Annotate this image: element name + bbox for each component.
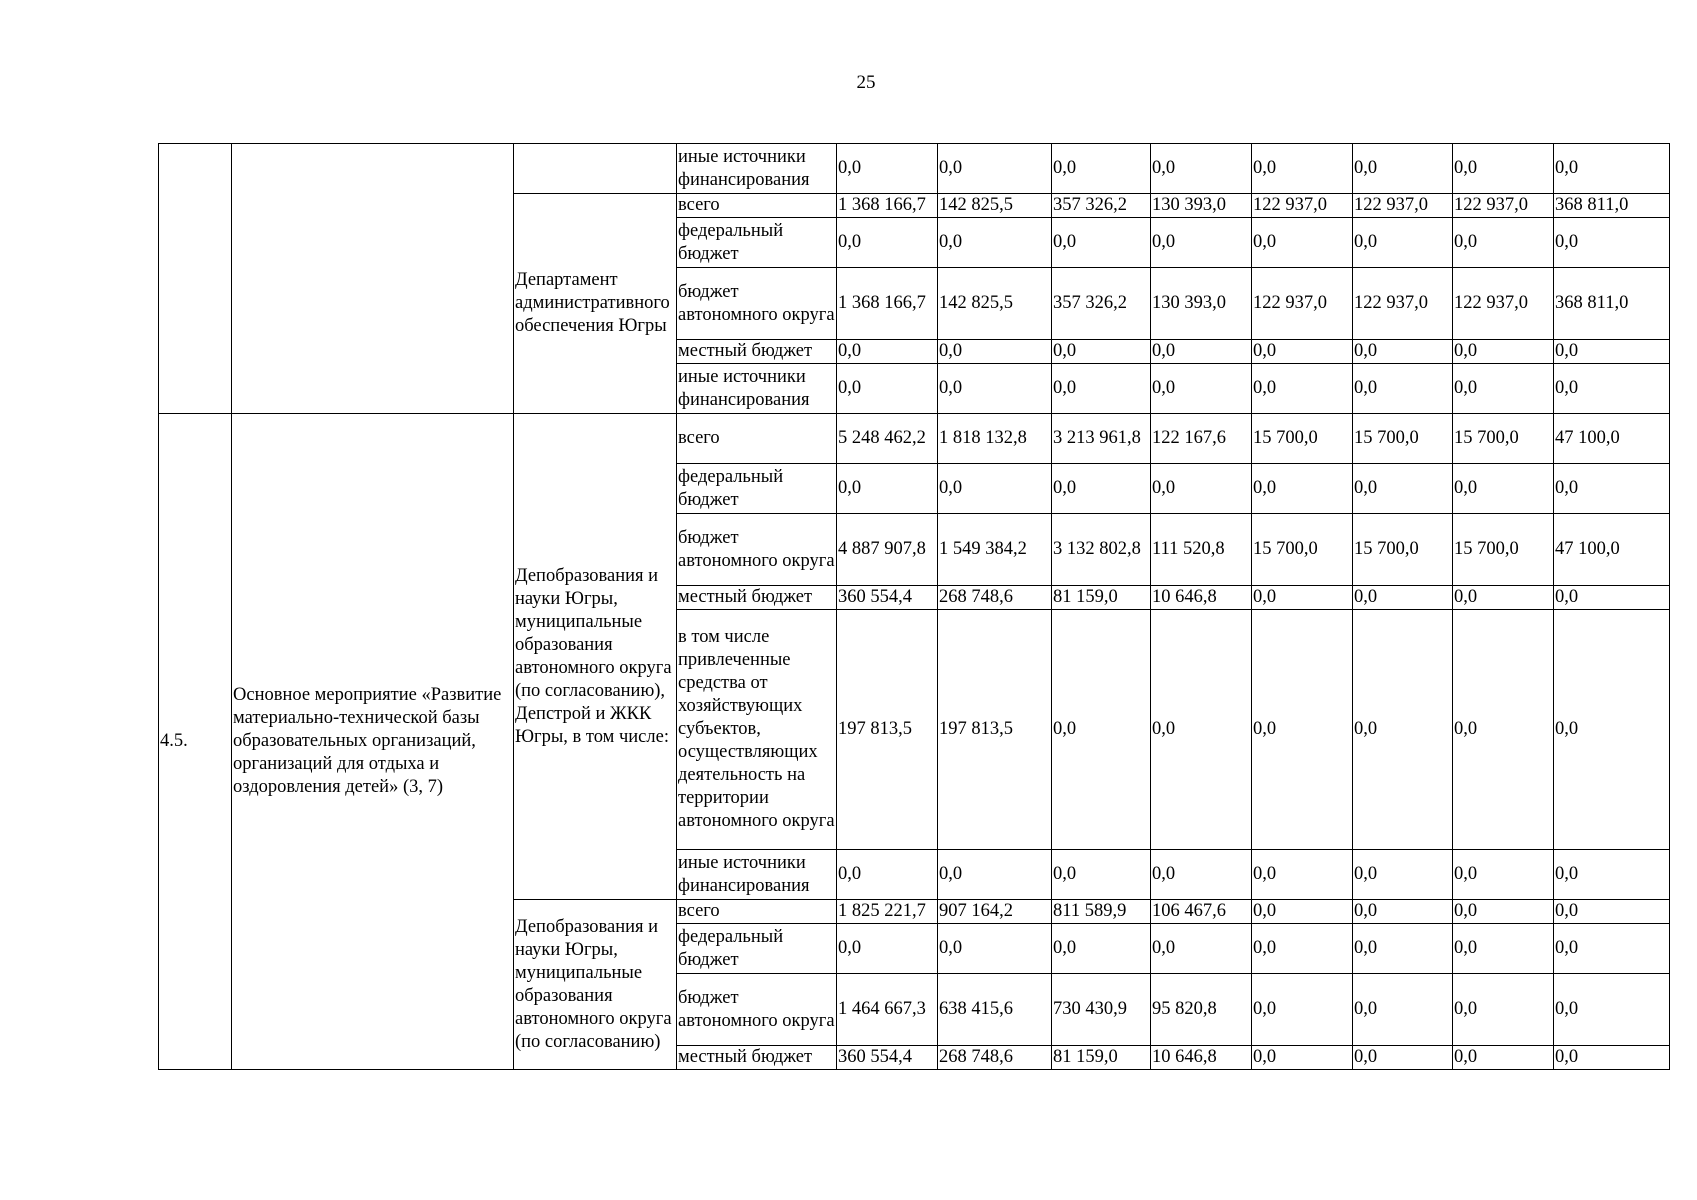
amount-cell: 0,0 (1554, 850, 1670, 900)
amount-cell: 0,0 (837, 218, 938, 268)
amount-cell: 0,0 (1151, 364, 1252, 414)
amount-cell: 268 748,6 (938, 1046, 1052, 1070)
amount-cell: 0,0 (1554, 144, 1670, 194)
amount-cell: 3 213 961,8 (1052, 414, 1151, 464)
amount-cell: 730 430,9 (1052, 974, 1151, 1046)
amount-cell: 0,0 (1554, 586, 1670, 610)
amount-cell: 1 368 166,7 (837, 194, 938, 218)
amount-cell: 1 818 132,8 (938, 414, 1052, 464)
amount-cell: 81 159,0 (1052, 586, 1151, 610)
amount-cell: 0,0 (1252, 900, 1353, 924)
amount-cell: 122 167,6 (1151, 414, 1252, 464)
amount-cell: 0,0 (1453, 850, 1554, 900)
amount-cell: 0,0 (1252, 218, 1353, 268)
page-number: 25 (856, 72, 876, 93)
amount-cell: 638 415,6 (938, 974, 1052, 1046)
amount-cell: 95 820,8 (1151, 974, 1252, 1046)
amount-cell: 1 549 384,2 (938, 514, 1052, 586)
amount-cell: 0,0 (1353, 464, 1453, 514)
funding-source-cell: бюджет автономного округа (677, 268, 837, 340)
amount-cell: 0,0 (1554, 340, 1670, 364)
amount-cell: 197 813,5 (837, 610, 938, 850)
amount-cell: 0,0 (1151, 850, 1252, 900)
amount-cell: 0,0 (1252, 144, 1353, 194)
amount-cell: 0,0 (1252, 364, 1353, 414)
amount-cell: 47 100,0 (1554, 414, 1670, 464)
amount-cell: 0,0 (1052, 850, 1151, 900)
amount-cell: 0,0 (1252, 586, 1353, 610)
table-row (159, 144, 1670, 194)
amount-cell: 1 825 221,7 (837, 900, 938, 924)
amount-cell: 0,0 (1453, 1046, 1554, 1070)
amount-cell: 142 825,5 (938, 268, 1052, 340)
amount-cell: 0,0 (1052, 218, 1151, 268)
amount-cell: 0,0 (1453, 464, 1554, 514)
funding-source-cell: иные источники финансирования (677, 144, 837, 194)
amount-cell: 111 520,8 (1151, 514, 1252, 586)
amount-cell: 15 700,0 (1453, 514, 1554, 586)
amount-cell: 368 811,0 (1554, 194, 1670, 218)
amount-cell: 0,0 (837, 464, 938, 514)
amount-cell: 10 646,8 (1151, 586, 1252, 610)
amount-cell: 0,0 (1554, 464, 1670, 514)
amount-cell: 0,0 (1052, 464, 1151, 514)
amount-cell: 0,0 (1252, 464, 1353, 514)
amount-cell: 0,0 (1151, 610, 1252, 850)
amount-cell: 0,0 (1453, 586, 1554, 610)
amount-cell: 122 937,0 (1353, 268, 1453, 340)
amount-cell: 197 813,5 (938, 610, 1052, 850)
amount-cell: 268 748,6 (938, 586, 1052, 610)
amount-cell: 0,0 (837, 364, 938, 414)
amount-cell: 0,0 (1554, 974, 1670, 1046)
responsible-executor-cell: Департамент административного обеспечения Югры (514, 194, 677, 414)
amount-cell: 122 937,0 (1353, 194, 1453, 218)
amount-cell: 5 248 462,2 (837, 414, 938, 464)
funding-source-cell: иные источники финансирования (677, 850, 837, 900)
table-row (159, 414, 1670, 464)
amount-cell: 0,0 (1353, 974, 1453, 1046)
amount-cell: 0,0 (837, 144, 938, 194)
amount-cell: 0,0 (1453, 610, 1554, 850)
amount-cell: 0,0 (1252, 340, 1353, 364)
amount-cell: 47 100,0 (1554, 514, 1670, 586)
amount-cell: 0,0 (938, 364, 1052, 414)
amount-cell: 0,0 (1052, 144, 1151, 194)
amount-cell: 0,0 (1453, 144, 1554, 194)
amount-cell: 0,0 (1554, 364, 1670, 414)
funding-source-cell: всего (677, 900, 837, 924)
amount-cell: 0,0 (1252, 924, 1353, 974)
amount-cell: 0,0 (1353, 144, 1453, 194)
funding-source-cell: всего (677, 194, 837, 218)
amount-cell: 130 393,0 (1151, 194, 1252, 218)
amount-cell: 0,0 (1453, 924, 1554, 974)
funding-source-cell: иные источники финансирования (677, 364, 837, 414)
amount-cell: 0,0 (938, 340, 1052, 364)
amount-cell: 0,0 (1353, 340, 1453, 364)
amount-cell: 0,0 (1554, 1046, 1670, 1070)
amount-cell: 0,0 (1353, 610, 1453, 850)
amount-cell: 0,0 (1554, 218, 1670, 268)
amount-cell: 0,0 (1554, 900, 1670, 924)
amount-cell: 0,0 (837, 924, 938, 974)
amount-cell: 0,0 (1353, 364, 1453, 414)
amount-cell: 0,0 (1353, 924, 1453, 974)
amount-cell: 0,0 (1151, 144, 1252, 194)
amount-cell: 0,0 (938, 144, 1052, 194)
amount-cell: 122 937,0 (1252, 268, 1353, 340)
amount-cell: 3 132 802,8 (1052, 514, 1151, 586)
amount-cell: 0,0 (1353, 1046, 1453, 1070)
amount-cell: 0,0 (1453, 900, 1554, 924)
measure-name-cell (232, 144, 514, 414)
amount-cell: 811 589,9 (1052, 900, 1151, 924)
responsible-executor-cell: Депобразования и науки Югры, муниципальные образования автономного округа (по согласованию) (514, 900, 677, 1070)
amount-cell: 122 937,0 (1453, 194, 1554, 218)
funding-source-cell: федеральный бюджет (677, 218, 837, 268)
amount-cell: 0,0 (938, 924, 1052, 974)
amount-cell: 10 646,8 (1151, 1046, 1252, 1070)
amount-cell: 4 887 907,8 (837, 514, 938, 586)
amount-cell: 15 700,0 (1252, 514, 1353, 586)
amount-cell: 357 326,2 (1052, 194, 1151, 218)
amount-cell: 0,0 (1353, 586, 1453, 610)
amount-cell: 0,0 (1453, 364, 1554, 414)
responsible-executor-cell (514, 144, 677, 194)
responsible-executor-cell: Депобразования и науки Югры, муниципальные образования автономного округа (по согласованию), Депстрой и ЖКК Югры, в том числе: (514, 414, 677, 900)
amount-cell: 0,0 (1252, 610, 1353, 850)
amount-cell: 360 554,4 (837, 586, 938, 610)
amount-cell: 0,0 (1151, 464, 1252, 514)
funding-source-cell: федеральный бюджет (677, 924, 837, 974)
amount-cell: 1 368 166,7 (837, 268, 938, 340)
item-number-cell: 4.5. (159, 414, 232, 1070)
measure-name-cell: Основное мероприятие «Развитие материально-технической базы образовательных организаций, организаций для отдыха и оздоровления детей» (3, 7) (232, 414, 514, 1070)
amount-cell: 0,0 (938, 218, 1052, 268)
amount-cell: 142 825,5 (938, 194, 1052, 218)
amount-cell: 15 700,0 (1353, 514, 1453, 586)
amount-cell: 0,0 (1052, 924, 1151, 974)
amount-cell: 0,0 (1353, 900, 1453, 924)
amount-cell: 0,0 (1151, 340, 1252, 364)
amount-cell: 0,0 (1353, 218, 1453, 268)
amount-cell: 907 164,2 (938, 900, 1052, 924)
amount-cell: 0,0 (1554, 610, 1670, 850)
amount-cell: 1 464 667,3 (837, 974, 938, 1046)
amount-cell: 0,0 (1052, 364, 1151, 414)
funding-source-cell: всего (677, 414, 837, 464)
amount-cell: 122 937,0 (1453, 268, 1554, 340)
amount-cell: 0,0 (837, 340, 938, 364)
amount-cell: 360 554,4 (837, 1046, 938, 1070)
amount-cell: 357 326,2 (1052, 268, 1151, 340)
amount-cell: 0,0 (1252, 850, 1353, 900)
amount-cell: 0,0 (1554, 924, 1670, 974)
amount-cell: 122 937,0 (1252, 194, 1353, 218)
amount-cell: 15 700,0 (1453, 414, 1554, 464)
funding-source-cell: местный бюджет (677, 1046, 837, 1070)
funding-source-cell: бюджет автономного округа (677, 514, 837, 586)
amount-cell: 130 393,0 (1151, 268, 1252, 340)
funding-source-cell: местный бюджет (677, 340, 837, 364)
amount-cell: 15 700,0 (1252, 414, 1353, 464)
amount-cell: 0,0 (1151, 924, 1252, 974)
amount-cell: 0,0 (1151, 218, 1252, 268)
amount-cell: 368 811,0 (1554, 268, 1670, 340)
funding-source-cell: федеральный бюджет (677, 464, 837, 514)
amount-cell: 0,0 (1353, 850, 1453, 900)
item-number-cell (159, 144, 232, 414)
amount-cell: 0,0 (1252, 974, 1353, 1046)
amount-cell: 0,0 (1052, 340, 1151, 364)
amount-cell: 0,0 (938, 850, 1052, 900)
amount-cell: 0,0 (1052, 610, 1151, 850)
amount-cell: 106 467,6 (1151, 900, 1252, 924)
amount-cell: 0,0 (1453, 974, 1554, 1046)
amount-cell: 0,0 (837, 850, 938, 900)
amount-cell: 15 700,0 (1353, 414, 1453, 464)
amount-cell: 81 159,0 (1052, 1046, 1151, 1070)
budget-table (158, 143, 1670, 1070)
funding-source-cell: местный бюджет (677, 586, 837, 610)
funding-source-cell: в том числе привлеченные средства от хозяйствующих субъектов, осуществляющих деятельность на территории автономного округа (677, 610, 837, 850)
amount-cell: 0,0 (1252, 1046, 1353, 1070)
amount-cell: 0,0 (1453, 340, 1554, 364)
amount-cell: 0,0 (938, 464, 1052, 514)
funding-source-cell: бюджет автономного округа (677, 974, 837, 1046)
amount-cell: 0,0 (1453, 218, 1554, 268)
